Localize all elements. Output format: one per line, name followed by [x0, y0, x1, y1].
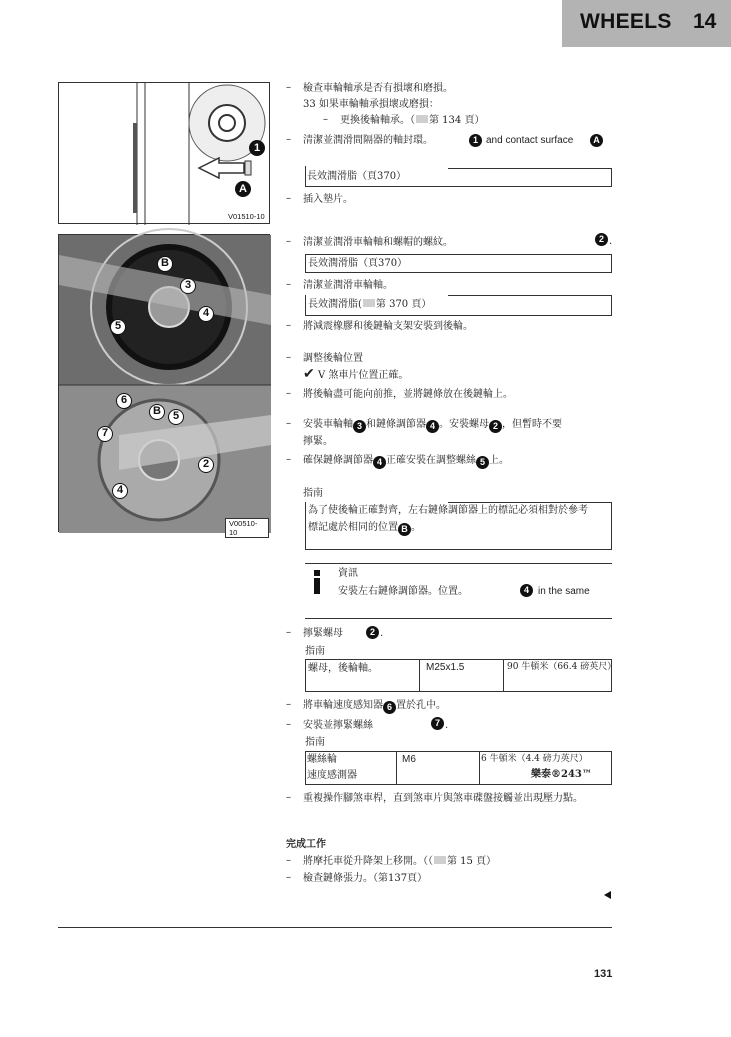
box-left-line: [305, 295, 306, 316]
box-top-line: [448, 168, 612, 169]
page-ref-icon: [363, 299, 375, 307]
callout-ref-2: 2: [489, 420, 502, 433]
guide-title: 指南: [305, 646, 325, 657]
page-number: 131: [594, 968, 613, 980]
box-bottom-line: [305, 549, 612, 550]
step-remove-stand: [303, 855, 496, 868]
step-install-axle-text: 。安裝螺母: [439, 419, 489, 430]
callout-ref-6: 6: [383, 701, 396, 714]
figure-callout-4-top: 4: [198, 306, 214, 322]
list-dash: –: [286, 388, 291, 399]
torque-table-cell: M25x1.5: [426, 662, 465, 673]
step-push-wheel: 將後輪盡可能向前推，並將鏈條放在後鏈輪上。: [303, 389, 513, 400]
lubricant-spec: 長效潤滑脂（頁370）: [307, 171, 407, 182]
guide-title: 指南: [305, 737, 325, 748]
box-bottom-line: [305, 315, 612, 316]
callout-ref-7: 7: [431, 717, 444, 730]
step-check-chain: 檢查鏈條張力。（第137頁）: [303, 873, 428, 884]
step-check-adjuster-text: 正確安裝在調整螺絲: [386, 455, 476, 466]
callout-ref-a: A: [590, 134, 603, 147]
figure-spacer-seal: [58, 82, 270, 224]
footer-rule: [58, 927, 612, 928]
figure-callout-1: 1: [249, 140, 265, 156]
guide-text-line2: [308, 521, 421, 536]
step-replace-bearing: [340, 114, 484, 127]
step-install-axle-text: 安裝車輪軸: [303, 419, 353, 430]
figure-callout-5-top: 5: [110, 319, 126, 335]
step-install-screw: 安裝並擰緊螺絲: [303, 720, 373, 731]
figure-callout-6: 6: [116, 393, 132, 409]
step-check-adjuster-text: 確保鏈條調節器: [303, 455, 373, 466]
step-check-bearings: 檢查車輪軸承是否有損壞和磨損。: [303, 83, 453, 94]
torque-table-divider: [396, 751, 397, 785]
torque-table-cell: 6 牛頓米（4.4 磅力英尺）: [481, 754, 588, 764]
figure-callout-4-bottom: 4: [112, 483, 128, 499]
step-check-adjuster: [303, 454, 509, 469]
callout-ref-b: B: [398, 523, 411, 536]
step-install-axle-text: ，但暫時不要: [502, 419, 562, 430]
list-dash: –: [286, 134, 291, 145]
info-title: 資訊: [338, 568, 358, 579]
list-dash: –: [286, 699, 291, 710]
box-right-line: [611, 295, 612, 316]
torque-table-cell: 90 牛頓米（66.4 磅英尺）: [507, 662, 617, 672]
torque-table-cell: M6: [402, 754, 416, 765]
figure-callout-b-bottom: B: [149, 404, 165, 420]
period: .: [445, 720, 449, 731]
step-pump-brake: 重複操作腳煞車桿，直到煞車片與煞車碟盤接觸並出現壓力點。: [303, 793, 583, 804]
torque-table-divider: [503, 659, 504, 692]
page-ref-icon: [434, 856, 446, 864]
check-mark-icon: ✔: [303, 366, 315, 382]
box-left-line: [305, 502, 306, 549]
callout-ref-1: 1: [469, 134, 482, 147]
info-icon: [308, 569, 326, 595]
list-dash: –: [286, 627, 291, 638]
box-top-line: [448, 295, 612, 296]
callout-ref-2: 2: [595, 233, 608, 246]
step-clean-seal: 清潔並潤滑間隔器的軸封環。: [303, 135, 433, 146]
lubricant-spec-ref: [308, 298, 431, 311]
box-right-line: [611, 168, 612, 187]
box-right-line: [611, 502, 612, 549]
threadlocker-spec: 樂泰®243™: [531, 769, 592, 780]
step-install-axle-text: 和鏈條調節器: [366, 419, 426, 430]
box-bottom-line: [305, 186, 612, 187]
step-clean-threads: 清潔並潤滑車輪軸和螺帽的螺紋。: [303, 237, 453, 248]
step-insert-spacer: 插入墊片。: [303, 194, 353, 205]
callout-ref-4: 4: [426, 420, 439, 433]
guide-text-line1: 為了使後輪正確對齊，左右鏈條調節器上的標記必須相對於參考: [308, 505, 588, 516]
period: .: [380, 628, 384, 639]
figure-spacer-seal-illustration: [59, 83, 271, 225]
chapter-number: 14: [693, 10, 717, 33]
page-ref-icon: [416, 115, 428, 123]
torque-table-divider: [419, 659, 420, 692]
chapter-title: WHEELS: [580, 10, 672, 33]
step-remove-stand-text: 將摩托車從升降架上移開。（（: [303, 856, 433, 867]
step-remove-stand-ref[interactable]: 第 15 頁）: [447, 856, 497, 867]
step-install-carrier: 將減震橡膠和後鏈輪支架安裝到後輪。: [303, 321, 473, 332]
lubricant-page-ref[interactable]: 第 370 頁）: [375, 299, 432, 310]
info-text-tail: in the same: [538, 586, 590, 597]
list-dash: –: [286, 236, 291, 247]
step-tighten-nut: 擰緊螺母: [303, 628, 343, 639]
info-top-line: [305, 563, 612, 564]
torque-table-cell: 螺絲輪: [307, 754, 337, 765]
torque-table-cell: 速度感測器: [307, 770, 357, 781]
box-left-line: [305, 166, 306, 187]
step-clean-axle: 清潔並潤滑車輪軸。: [303, 280, 393, 291]
chapter-header: [562, 0, 731, 47]
list-dash: –: [286, 719, 291, 730]
guide-title: 指南: [303, 488, 323, 499]
step-replace-bearing-text: 更換後輪軸承。（: [340, 115, 415, 126]
info-text: 安裝左右鏈條調節器。位置。: [338, 586, 468, 597]
step-check-adjuster-text: 上。: [489, 455, 509, 466]
step-replace-bearing-ref[interactable]: 第 134 頁）: [429, 115, 485, 126]
step-sensor-text: 將車輪速度感知器: [303, 700, 383, 711]
figure-callout-b-top: B: [157, 256, 173, 272]
step-clean-seal-tail: and contact surface: [486, 135, 574, 146]
guide-text-line2-end: 。: [411, 522, 421, 533]
figure-callout-3: 3: [180, 278, 196, 294]
step-install-axle: [303, 418, 562, 433]
callout-ref-4: 4: [373, 456, 386, 469]
lubricant-spec-text: 長效潤滑脂(: [308, 299, 362, 310]
period: .: [609, 236, 613, 247]
info-bottom-line: [305, 618, 612, 619]
figure-callout-7: 7: [97, 426, 113, 442]
list-dash: –: [286, 320, 291, 331]
list-dash: –: [286, 418, 291, 429]
figure-label: V01510-10: [225, 212, 268, 221]
list-dash: –: [323, 114, 328, 125]
callout-ref-4: 4: [520, 584, 533, 597]
step-install-axle-cont: 擰緊。: [303, 436, 333, 447]
figure-callout-5-bottom: 5: [168, 409, 184, 425]
end-of-section-icon: [604, 891, 611, 899]
torque-table-cell: 螺母，後輪軸。: [308, 663, 378, 674]
section-title-finishing: 完成工作: [286, 839, 326, 850]
list-dash: –: [286, 454, 291, 465]
list-dash: –: [286, 82, 291, 93]
figure-callout-a: A: [235, 181, 251, 197]
list-dash: –: [286, 792, 291, 803]
step-check-result: V 煞車片位置正確。: [318, 370, 409, 381]
callout-ref-2: 2: [366, 626, 379, 639]
figure-rear-wheel-photo: [59, 235, 271, 533]
callout-ref-3: 3: [353, 420, 366, 433]
list-dash: –: [286, 872, 291, 883]
figure-callout-2: 2: [198, 457, 214, 473]
step-adjust-position: 調整後輪位置: [303, 353, 363, 364]
list-dash: –: [286, 352, 291, 363]
step-sensor-text: 置於孔中。: [396, 700, 446, 711]
box-top-line: [448, 502, 612, 503]
step-sensor: [303, 699, 446, 714]
list-dash: –: [286, 855, 291, 866]
torque-table-divider: [479, 751, 480, 785]
lubricant-spec: 長效潤滑脂（頁370）: [308, 258, 408, 269]
callout-ref-5: 5: [476, 456, 489, 469]
figure-rear-wheel: [58, 234, 270, 537]
list-dash: –: [286, 193, 291, 204]
step-condition: 33 如果車輪軸承損壞或磨損：: [303, 99, 439, 110]
guide-text-line2-text: 標記處於相同的位置: [308, 522, 398, 533]
list-dash: –: [286, 279, 291, 290]
figure-label: V00510-10: [225, 518, 269, 538]
